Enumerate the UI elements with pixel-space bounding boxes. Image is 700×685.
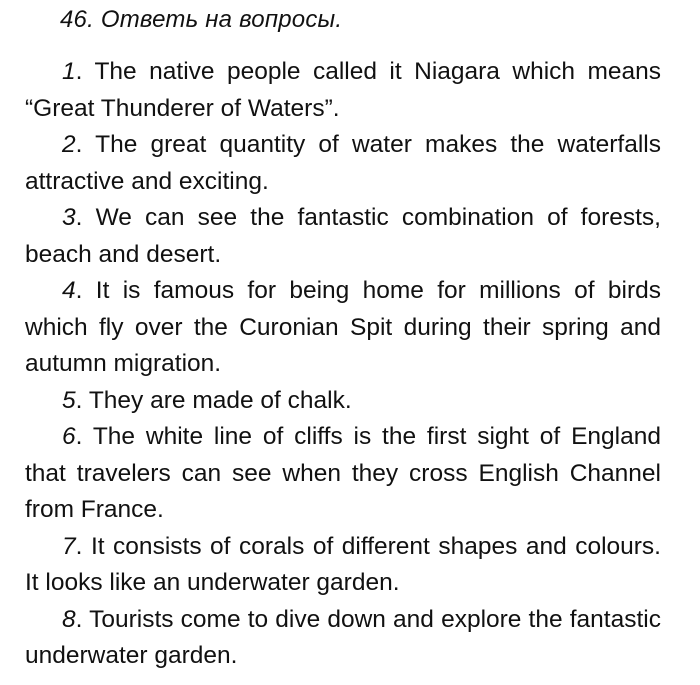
exercise-title: Ответь на вопросы. (100, 6, 343, 33)
answer-text: They are made of chalk. (88, 386, 352, 414)
answer-text: The great quantity of water makes the waterfalls attractive and exciting. (25, 131, 661, 195)
answer-text: The white line of cliffs is the first sight of England that travelers can see when they cross English Channel from France. (25, 423, 661, 523)
answer-item: 1. The native people called it Niagara which means “Great Thunderer of Waters”. (25, 58, 661, 122)
answer-number: 5 (62, 386, 76, 414)
answer-item: 4. It is famous for being home for millions of birds which fly over the Curonian Spit during their spring and autumn migration. (25, 277, 661, 377)
answer-text: We can see the fantastic combination of forests, beach and desert. (25, 204, 661, 268)
answer-item: 6. The white line of cliffs is the first sight of England that travelers can see when they cross English Channel from France. (25, 423, 661, 523)
answer-item: 7. It consists of corals of different shapes and colours. It looks like an underwater garden. (25, 532, 661, 596)
answer-number: 7 (62, 532, 76, 560)
answer-text: It is famous for being home for millions of birds which fly over the Curonian Spit during their spring and autumn migration. (25, 277, 661, 377)
answer-text: The native people called it Niagara which means “Great Thunderer of Waters”. (25, 58, 661, 122)
answer-text: Tourists come to dive down and explore the fantastic underwater garden. (25, 605, 661, 669)
answer-number: 2 (62, 131, 76, 158)
answer-text: It consists of corals of different shapes and colours. It looks like an underwater garden. (25, 532, 661, 596)
answer-item: 3. We can see the fantastic combination of forests, beach and desert. (25, 204, 661, 268)
exercise-heading (60, 6, 342, 34)
answer-number: 6 (62, 423, 76, 450)
answer-number: 1 (62, 58, 76, 85)
answer-list (25, 54, 661, 675)
answer-number: 8 (62, 605, 76, 633)
answer-item: 5. They are made of chalk. (62, 386, 352, 414)
answer-item: 2. The great quantity of water makes the waterfalls attractive and exciting. (25, 131, 661, 195)
answer-number: 3 (62, 204, 76, 231)
answer-number: 4 (62, 277, 76, 304)
answer-item: 8. Tourists come to dive down and explore the fantastic underwater garden. (25, 605, 661, 669)
exercise-number: 46. (60, 6, 94, 33)
